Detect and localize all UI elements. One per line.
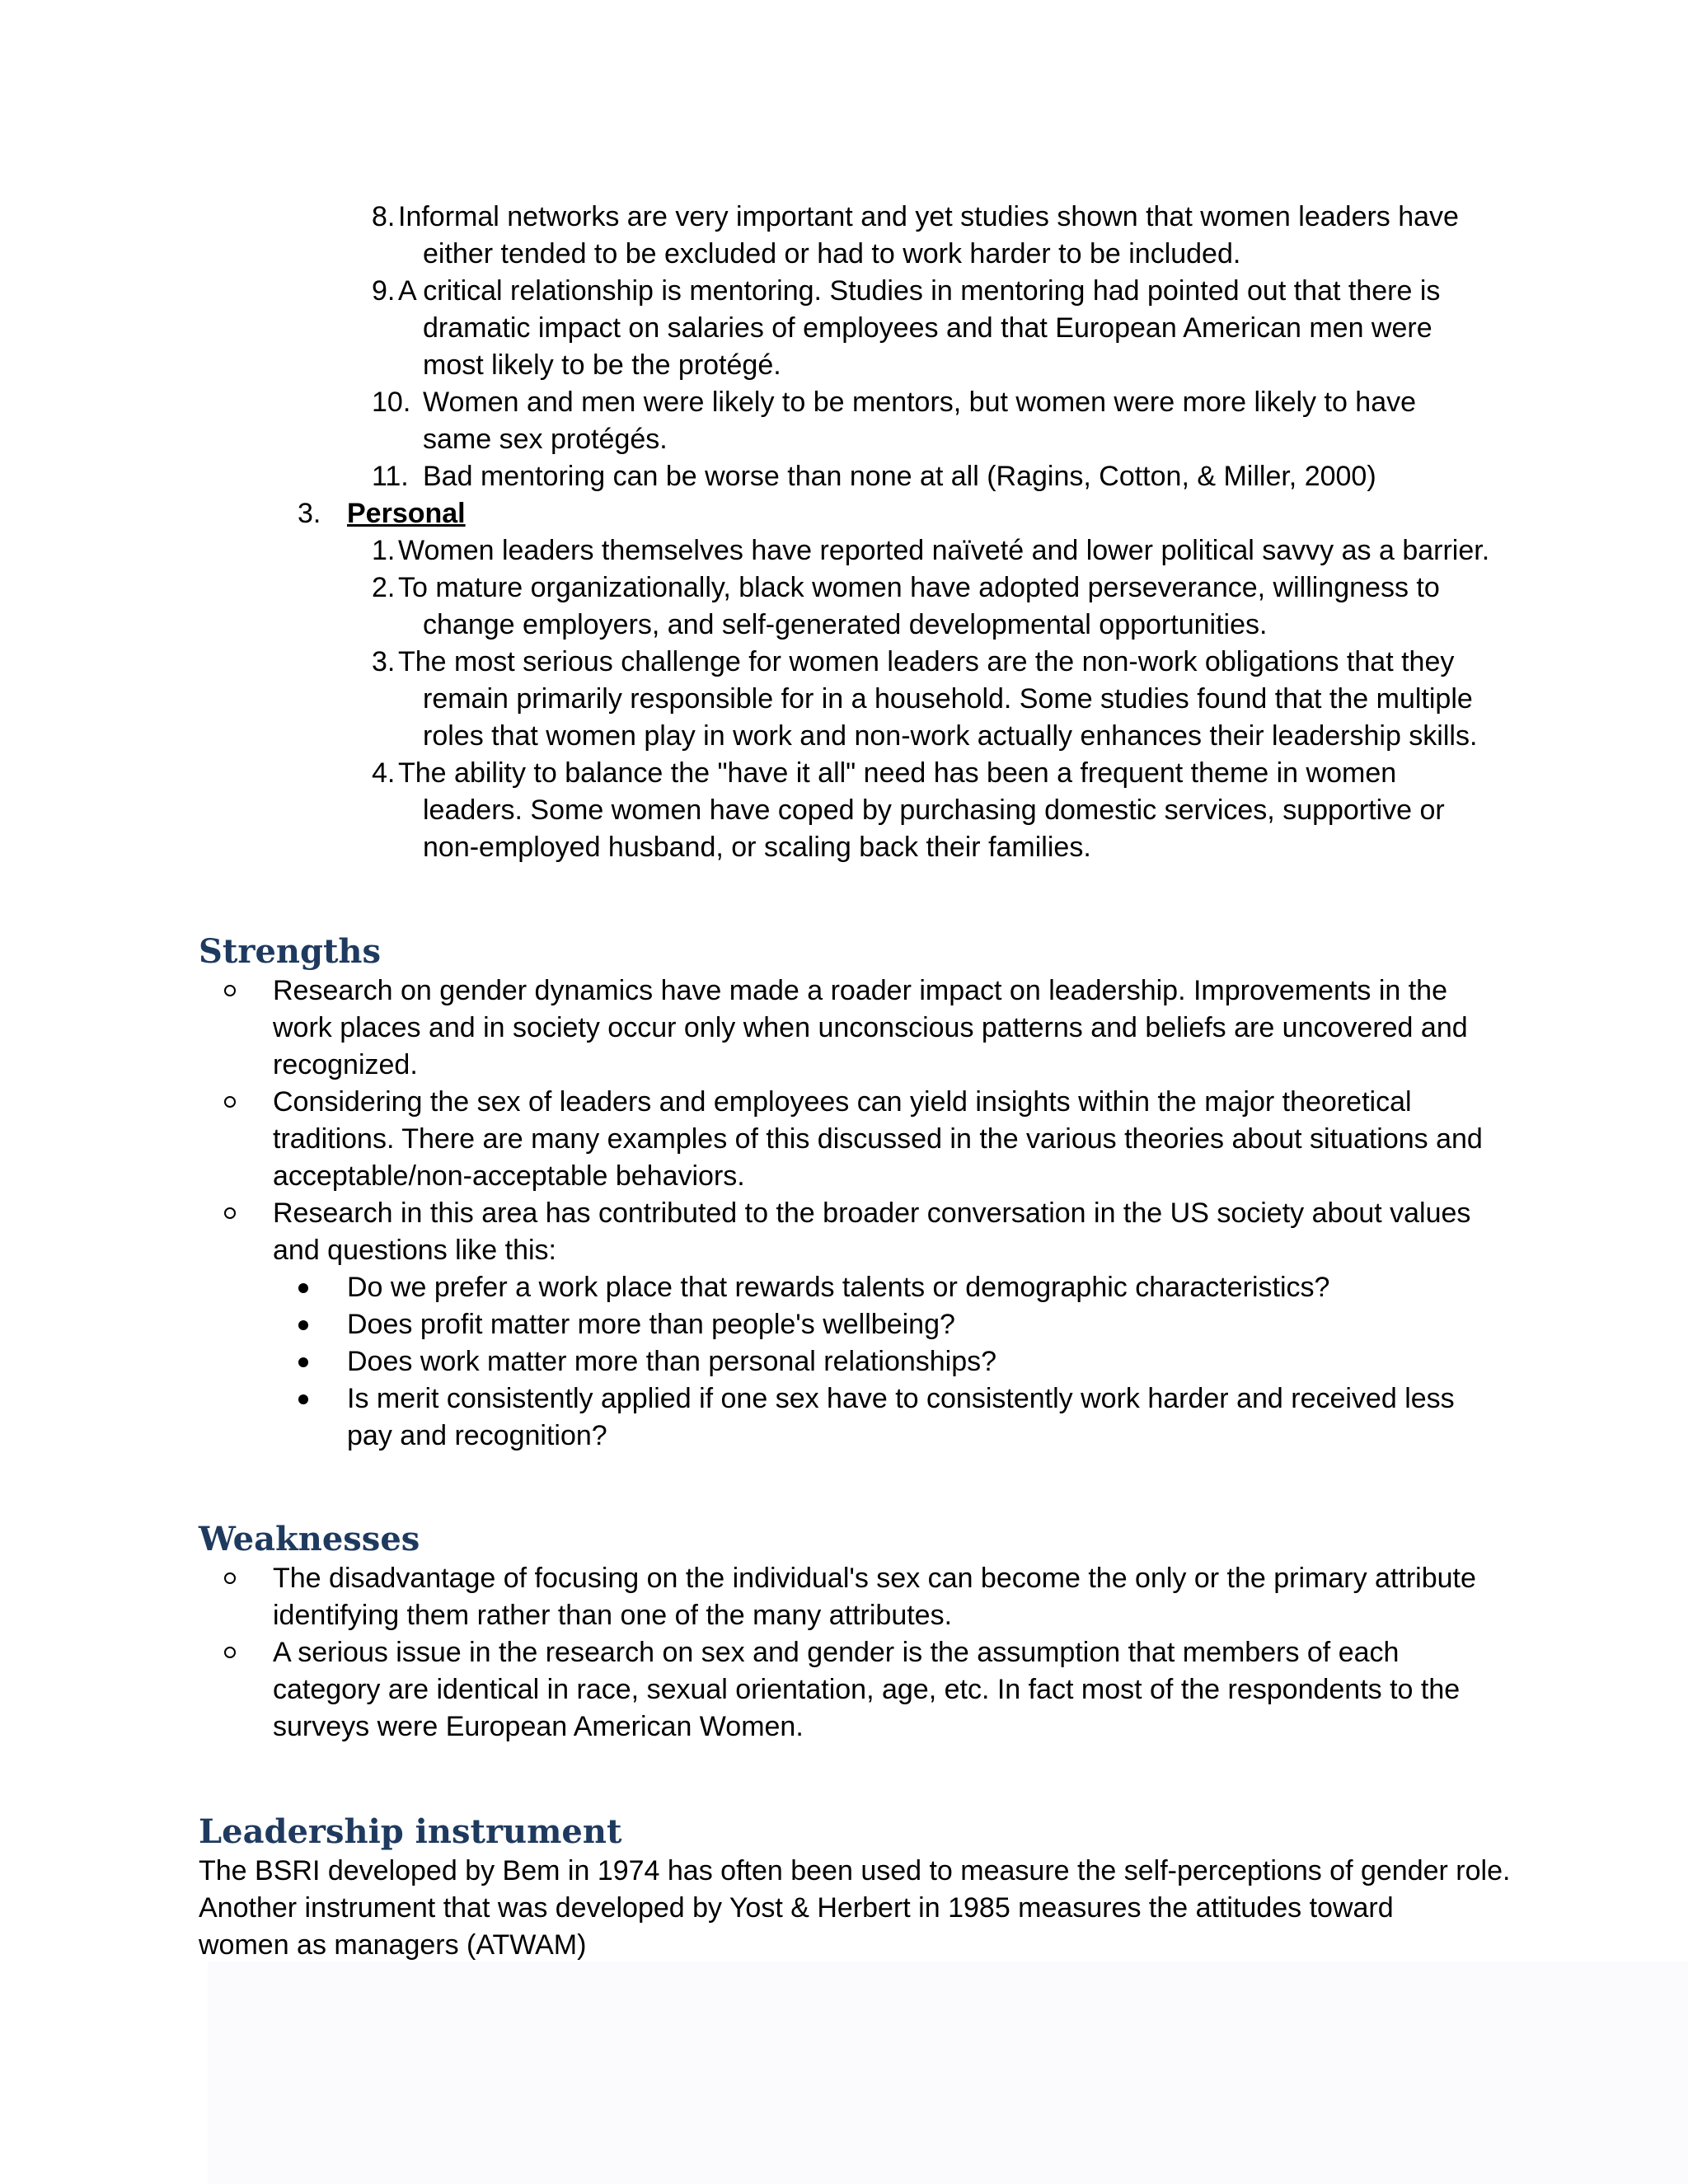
list-item-line: Do we prefer a work place that rewards talents or demographic characteristics?	[347, 1272, 1330, 1303]
list-item-line: Research in this area has contributed to the broader conversation in the US society about values	[273, 1197, 1471, 1229]
hollow-bullet-icon	[224, 1207, 236, 1219]
list-item-line: dramatic impact on salaries of employees and that European American men were	[423, 312, 1432, 344]
hollow-bullet-icon	[224, 1096, 236, 1108]
list-item-line: Does profit matter more than people's wellbeing?	[347, 1309, 955, 1340]
list-item-line: The most serious challenge for women leaders are the non-work obligations that they	[398, 646, 1455, 677]
list-item-line: category are identical in race, sexual orientation, age, etc. In fact most of the respondents to the	[273, 1674, 1461, 1705]
paragraph-line: The BSRI developed by Bem in 1974 has often been used to measure the self-perceptions of gender role.	[199, 1855, 1511, 1886]
paragraph-line: Another instrument that was developed by Yost & Herbert in 1985 measures the attitudes toward	[199, 1892, 1394, 1924]
list-item-line: Women leaders themselves have reported naïveté and lower political savvy as a barrier.	[398, 535, 1490, 566]
list-item-line: change employers, and self-generated developmental opportunities.	[423, 609, 1268, 640]
list-item-line: surveys were European American Women.	[273, 1711, 804, 1742]
list-item-line: same sex protégés.	[423, 424, 668, 455]
list-item-line: remain primarily responsible for in a household. Some studies found that the multiple	[423, 683, 1473, 715]
list-number: 2.	[372, 572, 396, 603]
list-item-line: most likely to be the protégé.	[423, 349, 781, 381]
list-item-line: A critical relationship is mentoring. Studies in mentoring had pointed out that there is	[398, 275, 1441, 307]
bullet-dot-icon	[298, 1320, 308, 1330]
bullet-dot-icon	[298, 1394, 308, 1404]
hollow-bullet-icon	[224, 1572, 236, 1584]
bullet-dot-icon	[298, 1283, 308, 1293]
list-number: 11.	[372, 461, 409, 492]
list-item-line: non-employed husband, or scaling back their families.	[423, 832, 1091, 863]
list-number: 3.	[372, 646, 396, 677]
bullet-dot-icon	[298, 1357, 308, 1367]
list-item-line: recognized.	[273, 1049, 418, 1080]
personal-subheading: Personal	[347, 498, 466, 529]
list-item-line: Informal networks are very important and yet studies shown that women leaders have	[398, 201, 1459, 232]
list-item-line: Bad mentoring can be worse than none at all (Ragins, Cotton, & Miller, 2000)	[423, 461, 1376, 492]
list-item-line: either tended to be excluded or had to work harder to be included.	[423, 238, 1241, 269]
list-item-line: and questions like this:	[273, 1235, 556, 1266]
list-item-line: traditions. There are many examples of this discussed in the various theories about situations and	[273, 1123, 1483, 1155]
list-number: 10.	[372, 387, 411, 418]
list-item-line: To mature organizationally, black women have adopted perseverance, willingness to	[398, 572, 1440, 603]
list-item-line: acceptable/non-acceptable behaviors.	[273, 1160, 745, 1192]
list-item-line: leaders. Some women have coped by purchasing domestic services, supportive or	[423, 794, 1445, 826]
list-item-line: The ability to balance the "have it all" need has been a frequent theme in women	[398, 757, 1397, 789]
list-item-line: roles that women play in work and non-work actually enhances their leadership skills.	[423, 720, 1478, 752]
list-number: 8.	[372, 201, 396, 232]
leadership-instrument-heading: Leadership instrument	[199, 1812, 622, 1851]
list-item-line: Does work matter more than personal relationships?	[347, 1346, 997, 1377]
weaknesses-heading: Weaknesses	[199, 1520, 420, 1558]
list-item-line: A serious issue in the research on sex and gender is the assumption that members of each	[273, 1637, 1400, 1668]
hollow-bullet-icon	[224, 985, 236, 996]
list-item-line: pay and recognition?	[347, 1420, 607, 1451]
list-item-line: Is merit consistently applied if one sex have to consistently work harder and received less	[347, 1383, 1455, 1414]
list-item-line: Considering the sex of leaders and employees can yield insights within the major theoretical	[273, 1086, 1412, 1118]
list-number: 4.	[372, 757, 396, 789]
list-number: 9.	[372, 275, 396, 307]
list-number: 1.	[372, 535, 396, 566]
hollow-bullet-icon	[224, 1647, 236, 1658]
section-number: 3.	[298, 498, 321, 529]
paragraph-line: women as managers (ATWAM)	[199, 1929, 587, 1961]
list-item-line: identifying them rather than one of the many attributes.	[273, 1600, 953, 1631]
page-shade	[208, 1961, 1688, 2184]
list-item-line: work places and in society occur only when unconscious patterns and beliefs are uncovered and	[273, 1012, 1468, 1043]
list-item-line: Research on gender dynamics have made a roader impact on leadership. Improvements in the	[273, 975, 1447, 1006]
list-item-line: Women and men were likely to be mentors, but women were more likely to have	[423, 387, 1417, 418]
list-item-line: The disadvantage of focusing on the individual's sex can become the only or the primary attribute	[273, 1563, 1476, 1594]
strengths-heading: Strengths	[199, 932, 382, 971]
